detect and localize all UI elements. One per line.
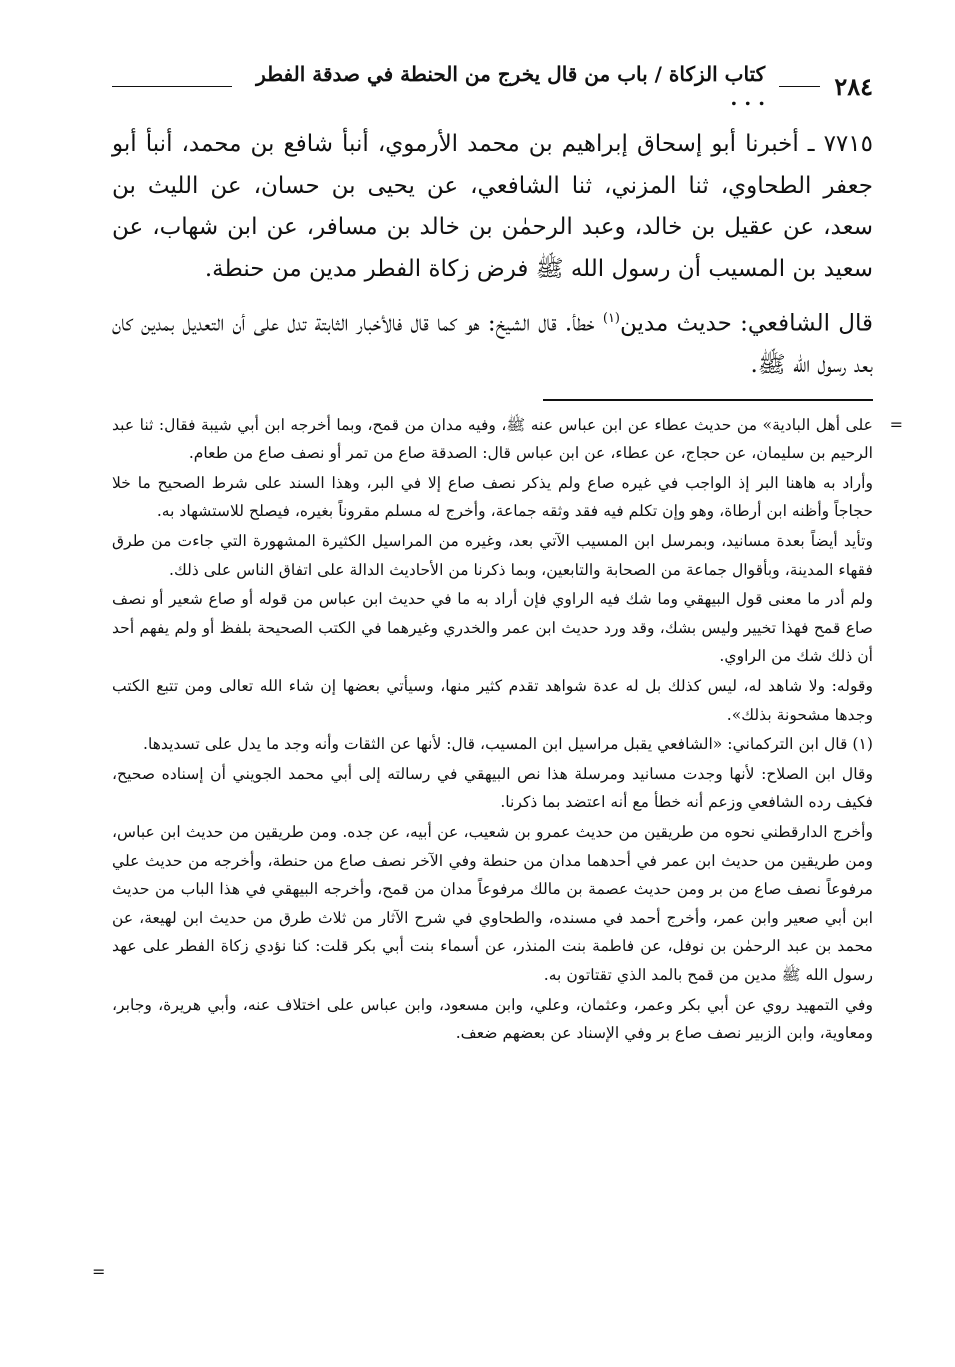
page-end-mark: = [92, 1262, 106, 1281]
main-text [112, 124, 873, 387]
footnote-paragraph: وأراد به هاهنا البر إذ الواجب في غيره صاع ولم يذكر نصف صاع إلا في البر، وهذا السند على شرط الصحيح ما خلا حجاجاً وأظنه ابن أرطاة، وهو وإن تكلم فيه فقد وثقه جماعة، وأخرج له مسلم مقروناً بغيره، فيصلح للاستشهاد به. [112, 473, 873, 521]
running-title: كتاب الزكاة / باب من قال يخرج من الحنطة في صدقة الفطر . . . [256, 62, 766, 110]
footnote-paragraph: وقال ابن الصلاح: لأنها وجدت مسانيد ومرسلة هذا نص البيهقي في رسالته إلى أبي محمد الجويني أن إسناده صحيح، فكيف رده الشافعي وزعم أنه خطأ مع أنه اعتضد بما ذكرنا. [112, 764, 873, 812]
commentary-part-2: خطأ. قال الشيخ: هو كما قال فالأخبار الثابتة تدل على أن التعديل بمدين كان بعد رسول الله ﷺ. [112, 310, 873, 379]
commentary-paragraph [112, 298, 873, 387]
footnote-paragraph: ولم أدر ما معنى قول البيهقي وما شك فيه الراوي فإن أراد به ما في حديث ابن عباس من قوله أو صاع شعير أو نصف صاع قمح فهذا تخيير وليس بشك، وقد ورد حديث ابن عمر والخدري وغيرهما في الكتب الصحيحة بلفظ أو ولم يفهم أحد أن ذلك شك من الراوي. [112, 590, 873, 666]
footnote-paragraph: وأخرج الدارقطني نحوه من طريقين من حديث عمرو بن شعيب، عن أبيه، عن جده. ومن طريقين من حديث ابن عباس، ومن طريقين من حديث ابن عمر في أحدهما مدان من حنطة وفي الآخر نصف صاع من حنطة، وأخرجه من حديث علي مرفوعاً نصف صاع من بر ومن حديث عصمة بن مالك مرفوعاً مدان من قمح، وأخرجه البيهقي في هذا الباب من حديث ابن أبي صعير وابن عمر، وأخرج أحمد في مسنده، والطحاوي في شرح الآثار من ثلاث طرق من حديث ابن لهيعة، عن محمد بن عبد الرحمٰن بن نوفل، عن فاطمة بنت المنذر، عن أسماء بنت أبي بكر قلت: كنا نؤدي زكاة الفطر على عهد رسول الله ﷺ مدين من قمح بالمد الذي تقتاتون به. [112, 822, 873, 984]
footnote-1: (١) قال ابن التركماني: «الشافعي يقبل مراسيل ابن المسيب، قال: لأنها عن الثقات وأنه وجد ما يدل على تسديدها. [143, 735, 873, 754]
page-number: ٢٨٤ [834, 71, 873, 101]
footnote-separator [543, 399, 873, 401]
footnote-paragraph: وقوله: ولا شاهد له، ليس كذلك بل له عدة شواهد تقدم كثير منها، وسيأتي بعضها إن شاء الله تعالى ومن تتبع الكتب وجدها مشحونة بذلك». [112, 677, 873, 724]
footnote-paragraph: وتأيد أيضاً بعدة مسانيد، وبمرسل ابن المسيب الآتي بعد، وغيره من المراسيل الكثيرة المشهورة التي جاءت من طرق فقهاء المدينة، وبأقوال جماعة من الصحابة والتابعين، وبما ذكرنا من الأحاديث الدالة على اتفاق الناس على ذلك. [112, 532, 873, 579]
hadith-paragraph: ٧٧١٥ ـ أخبرنا أبو إسحاق إبراهيم بن محمد الأرموي، أنبأ شافع بن محمد، أنبأ أبو جعفر الطحاوي، ثنا المزني، ثنا الشافعي، عن يحيى بن حسان، عن الليث بن سعد، عن عقيل بن خالد، وعبد الرحمٰن بن خالد بن مسافر، عن ابن شهاب، عن سعيد بن المسيب أن رسول الله ﷺ فرض زكاة الفطر مدين من حنطة. [112, 131, 873, 282]
running-header [112, 64, 873, 108]
footnote-text: على أهل البادية» من حديث عطاء عن ابن عباس عنه ﷺ، وفيه مدان من قمح، وبما أخرجه ابن أبي شيبة فقال: ثنا عبد الرحيم بن سليمان، عن حجاج، عن عطاء، عن ابن عباس قال: الصدقة صاع من تمر أو نصف صاع من طعام. [112, 415, 873, 463]
commentary-part-1: قال الشافعي: حديث مدين [620, 310, 873, 337]
footnote-paragraph [112, 411, 903, 468]
continuation-mark: = [889, 414, 903, 434]
footnotes [112, 411, 903, 1048]
header-rule-short [779, 86, 820, 87]
header-rule-long [112, 86, 232, 87]
footnote-reference[interactable]: (١) [602, 311, 620, 326]
footnote-paragraph: وفي التمهيد روي عن أبي بكر وعمر، وعثمان، وعلي، وابن مسعود، وابن عباس على اختلاف عنه، وأبي هريرة، وجابر، ومعاوية، وابن الزبير نصف صاع بر وفي الإسناد عن بعضهم ضعف. [112, 995, 873, 1043]
